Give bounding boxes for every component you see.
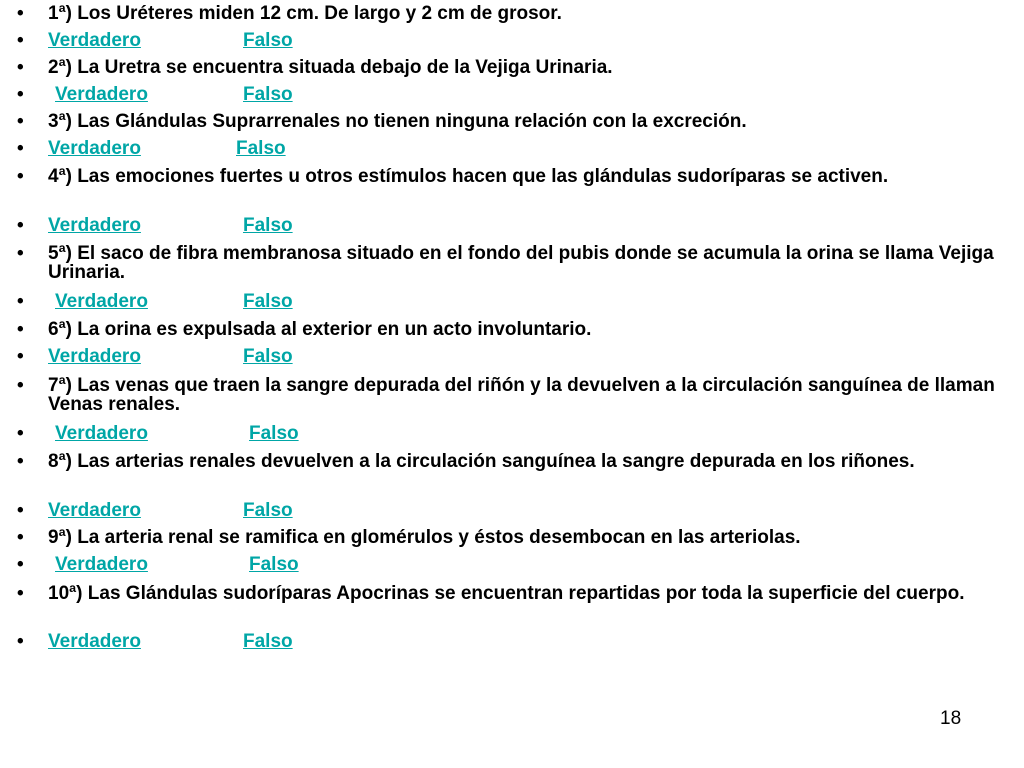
question-text: 9ª) La arteria renal se ramifica en glomérulos y éstos desembocan en las arteriolas. bbox=[48, 527, 801, 548]
question-text: 1ª) Los Uréteres miden 12 cm. De largo y 2 cm de grosor. bbox=[48, 3, 562, 24]
true-link-10[interactable]: Verdadero bbox=[48, 631, 141, 652]
false-link-6[interactable]: Falso bbox=[243, 346, 293, 367]
bullet: • bbox=[17, 3, 24, 24]
false-link-1[interactable]: Falso bbox=[243, 30, 293, 51]
bullet: • bbox=[17, 166, 24, 187]
false-link-3[interactable]: Falso bbox=[236, 138, 286, 159]
bullet: • bbox=[17, 583, 24, 604]
bullet: • bbox=[17, 554, 24, 575]
bullet: • bbox=[17, 423, 24, 444]
bullet: • bbox=[17, 346, 24, 367]
bullet: • bbox=[17, 30, 24, 51]
bullet: • bbox=[17, 375, 24, 396]
false-link-2[interactable]: Falso bbox=[243, 84, 293, 105]
question-text: 5ª) El saco de fibra membranosa situado en el fondo del pubis donde se acumula la orina se llama Vejiga Urinaria. bbox=[48, 243, 994, 283]
question-text: 7ª) Las venas que traen la sangre depurada del riñón y la devuelven a la circulación sanguínea de llaman Venas renales. bbox=[48, 375, 995, 415]
question-text: 8ª) Las arterias renales devuelven a la circulación sanguínea la sangre depurada en los riñones. bbox=[48, 451, 915, 472]
false-link-7[interactable]: Falso bbox=[249, 423, 299, 444]
question-text: 6ª) La orina es expulsada al exterior en un acto involuntario. bbox=[48, 319, 592, 340]
bullet: • bbox=[17, 319, 24, 340]
false-link-9[interactable]: Falso bbox=[249, 554, 299, 575]
true-link-1[interactable]: Verdadero bbox=[48, 30, 141, 51]
bullet: • bbox=[17, 243, 24, 264]
true-link-5[interactable]: Verdadero bbox=[55, 291, 148, 312]
false-link-10[interactable]: Falso bbox=[243, 631, 293, 652]
true-link-9[interactable]: Verdadero bbox=[55, 554, 148, 575]
true-link-3[interactable]: Verdadero bbox=[48, 138, 141, 159]
page-number: 18 bbox=[940, 708, 962, 729]
bullet: • bbox=[17, 631, 24, 652]
question-text: 4ª) Las emociones fuertes u otros estímulos hacen que las glándulas sudoríparas se activen. bbox=[48, 166, 889, 187]
bullet: • bbox=[17, 451, 24, 472]
bullet: • bbox=[17, 111, 24, 132]
bullet: • bbox=[17, 84, 24, 105]
false-link-4[interactable]: Falso bbox=[243, 215, 293, 236]
true-link-2[interactable]: Verdadero bbox=[55, 84, 148, 105]
question-text: 2ª) La Uretra se encuentra situada debajo de la Vejiga Urinaria. bbox=[48, 57, 613, 78]
question-text: 3ª) Las Glándulas Suprarrenales no tienen ninguna relación con la excreción. bbox=[48, 111, 747, 132]
true-link-7[interactable]: Verdadero bbox=[55, 423, 148, 444]
bullet: • bbox=[17, 527, 24, 548]
true-link-8[interactable]: Verdadero bbox=[48, 500, 141, 521]
bullet: • bbox=[17, 500, 24, 521]
bullet: • bbox=[17, 57, 24, 78]
bullet: • bbox=[17, 215, 24, 236]
bullet: • bbox=[17, 291, 24, 312]
question-text: 10ª) Las Glándulas sudoríparas Apocrinas se encuentran repartidas por toda la superficie del cuerpo. bbox=[48, 583, 965, 604]
false-link-8[interactable]: Falso bbox=[243, 500, 293, 521]
false-link-5[interactable]: Falso bbox=[243, 291, 293, 312]
true-link-6[interactable]: Verdadero bbox=[48, 346, 141, 367]
bullet: • bbox=[17, 138, 24, 159]
true-link-4[interactable]: Verdadero bbox=[48, 215, 141, 236]
